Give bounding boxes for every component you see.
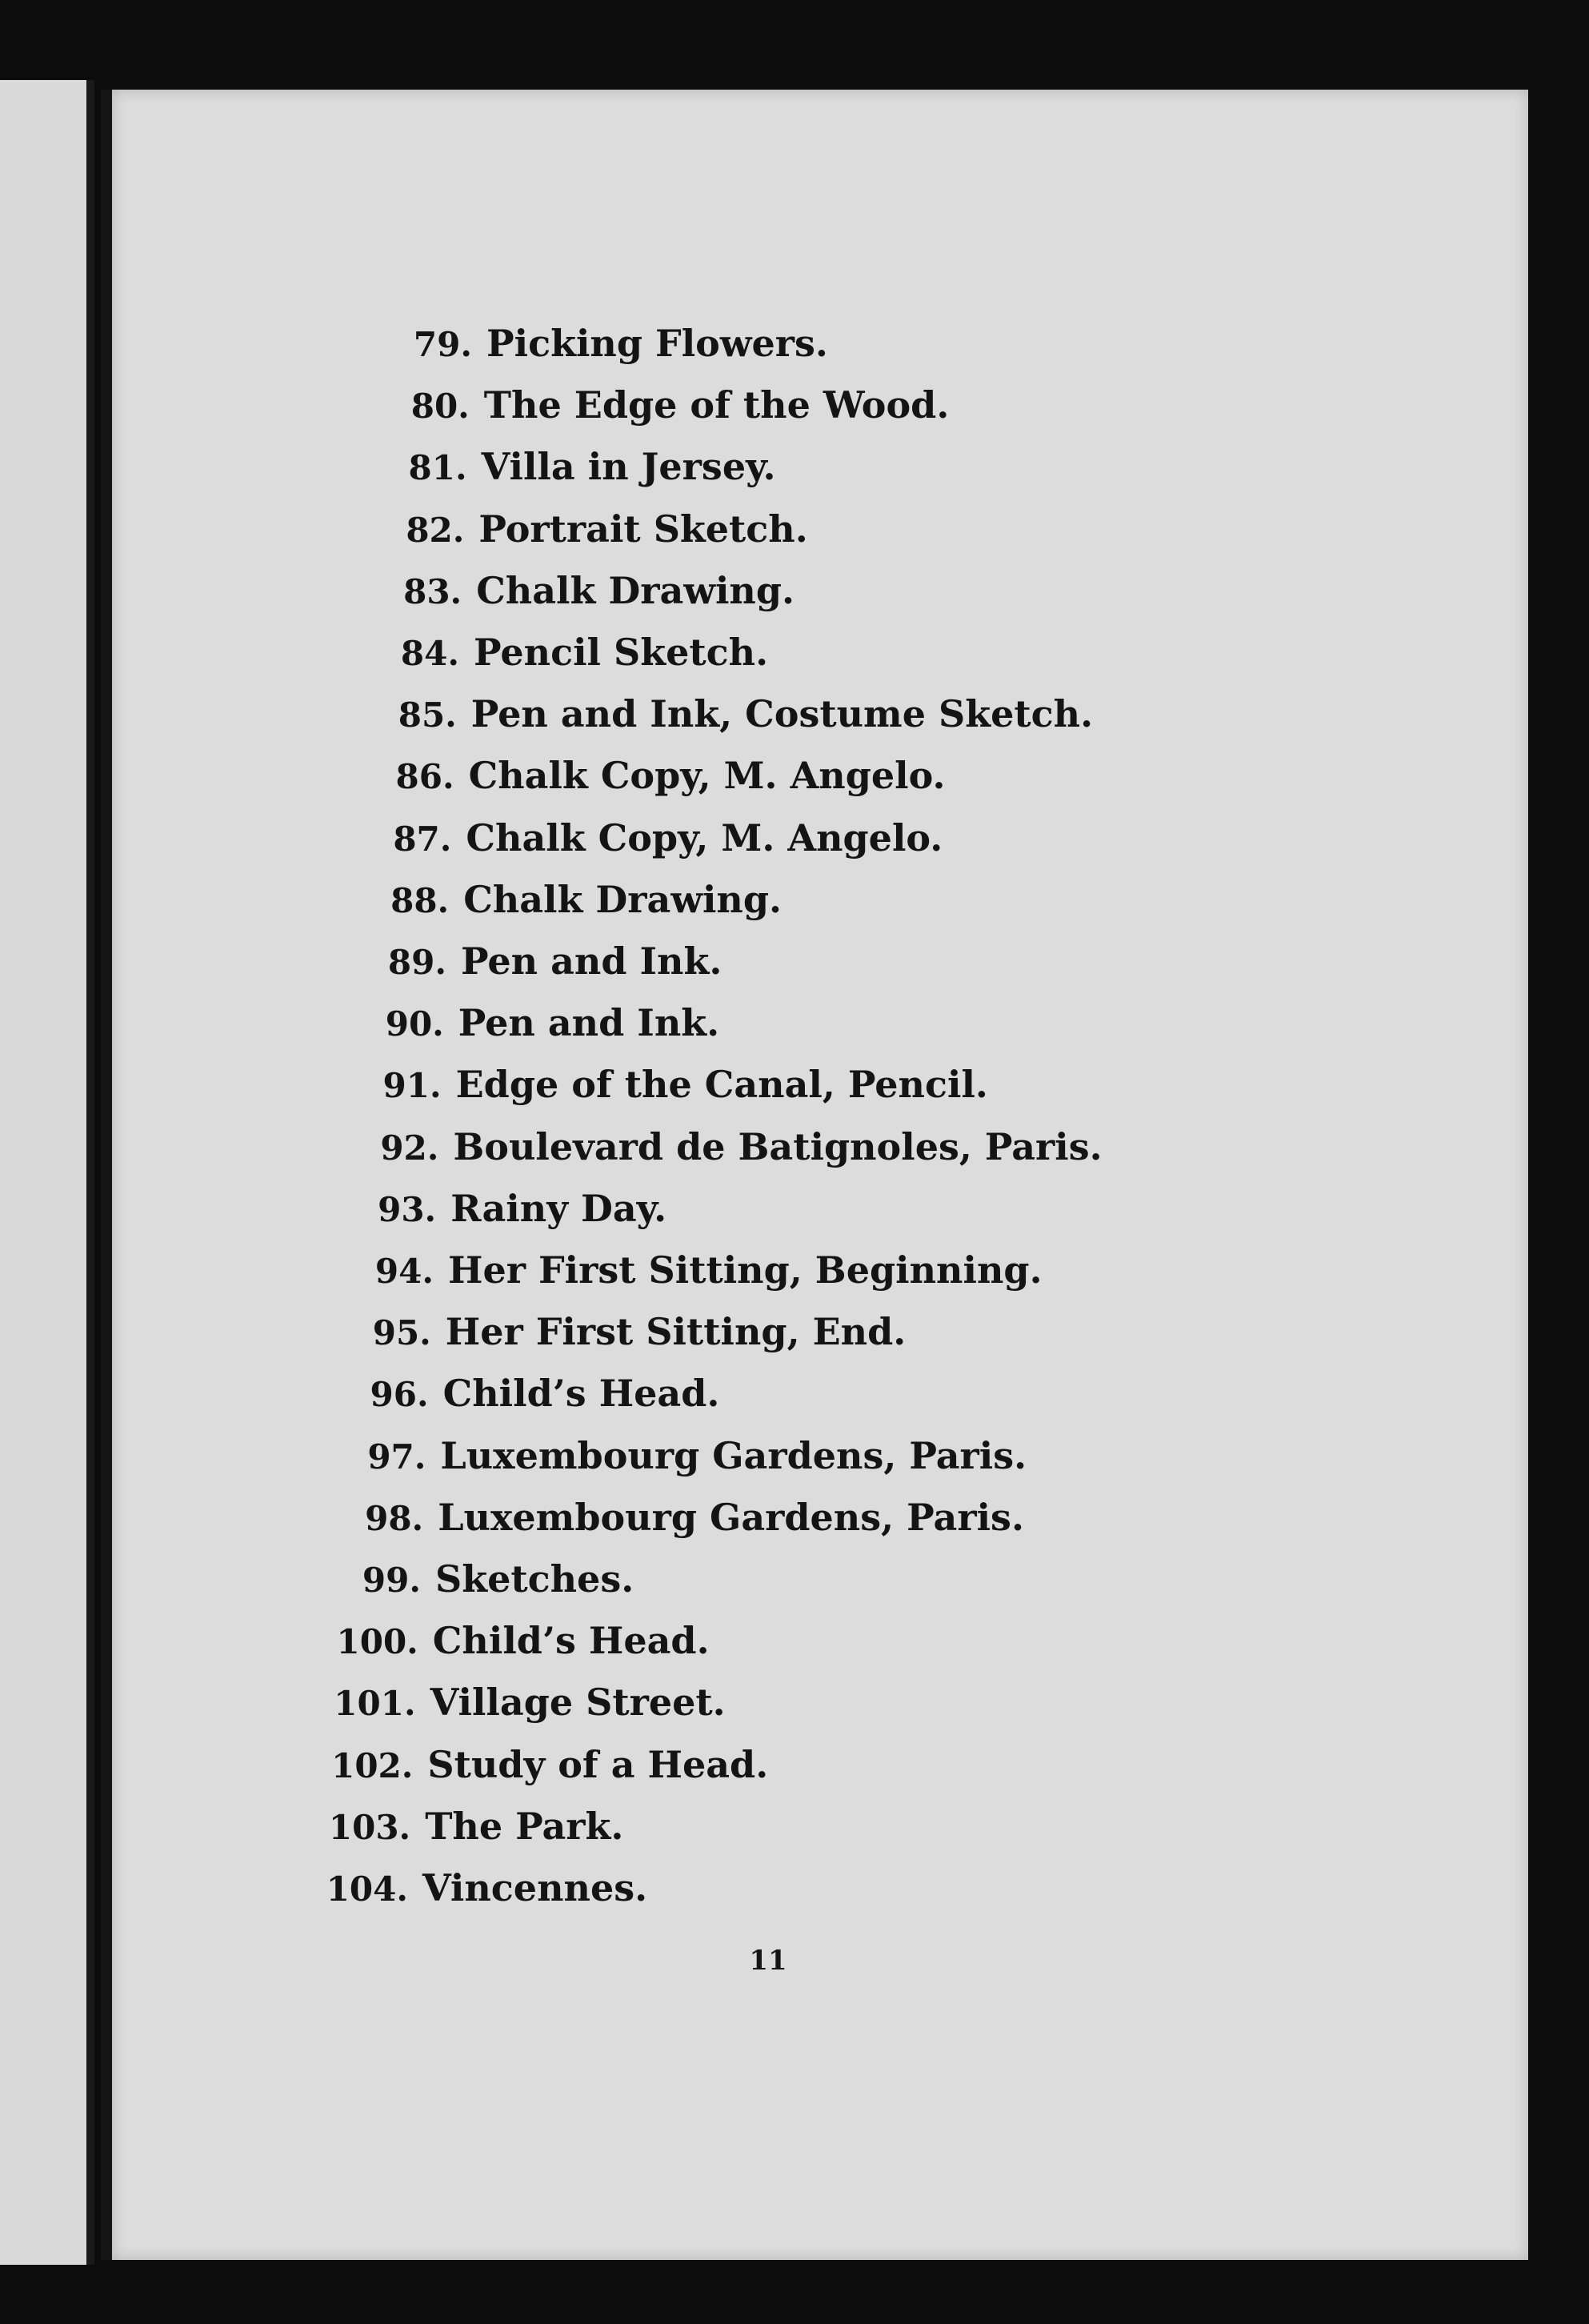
item-number: 96. (370, 1375, 429, 1415)
list-item (317, 1743, 768, 1786)
list-item (314, 1805, 623, 1848)
item-number: 86. (395, 757, 454, 797)
list-item (363, 631, 768, 674)
item-number: 82. (406, 510, 465, 550)
item-title: Luxembourg Gardens, Paris. (440, 1433, 1027, 1477)
list-item (348, 1001, 719, 1044)
item-number: 104. (326, 1869, 408, 1909)
list-item (366, 569, 794, 612)
item-title: Pencil Sketch. (474, 631, 769, 674)
list-item (330, 1434, 1027, 1477)
item-number: 85. (398, 695, 457, 735)
item-number: 103. (328, 1807, 411, 1847)
item-title: Village Street. (430, 1681, 726, 1725)
item-number: 98. (365, 1498, 424, 1538)
list-item (374, 383, 950, 427)
item-number: 84. (400, 634, 459, 673)
item-number: 101. (334, 1684, 416, 1724)
item-title: Luxembourg Gardens, Paris. (438, 1495, 1024, 1539)
list-item (327, 1496, 1024, 1539)
item-number: 97. (367, 1436, 426, 1477)
item-title: Chalk Drawing. (463, 877, 782, 921)
item-title: Boulevard de Batignoles, Paris. (453, 1124, 1103, 1168)
list-item (325, 1557, 634, 1601)
item-title: Chalk Copy, M. Angelo. (466, 815, 943, 859)
item-title: Her First Sitting, Beginning. (448, 1248, 1043, 1292)
item-title: Chalk Copy, M. Angelo. (468, 754, 946, 798)
item-title: Pen and Ink. (461, 940, 722, 983)
item-number: 83. (403, 571, 462, 611)
item-number: 95. (372, 1313, 431, 1353)
item-title: Child’s Head. (442, 1372, 720, 1416)
item-title: Villa in Jersey. (481, 445, 776, 489)
item-number: 93. (378, 1189, 437, 1229)
item-number: 81. (408, 448, 467, 488)
list-item (371, 445, 776, 488)
item-title: Child’s Head. (432, 1619, 710, 1663)
item-title: The Edge of the Wood. (483, 383, 950, 427)
item-title: Chalk Drawing. (476, 568, 795, 612)
list-item (350, 940, 722, 983)
page-number: 11 (749, 1945, 787, 1977)
list-item (333, 1372, 720, 1415)
item-title: Edge of the Canal, Pencil. (455, 1063, 988, 1107)
item-title: Pen and Ink. (458, 1001, 720, 1045)
item-title: Pen and Ink, Costume Sketch. (470, 692, 1094, 736)
list-item (355, 816, 943, 859)
list-item (376, 322, 828, 365)
list-item (312, 1866, 647, 1909)
list-item (320, 1681, 726, 1724)
item-title: Study of a Head. (427, 1742, 769, 1786)
list-item (340, 1187, 666, 1230)
item-title: Her First Sitting, End. (445, 1310, 907, 1354)
item-number: 79. (413, 325, 472, 364)
right-page (112, 90, 1528, 2260)
list-item (322, 1619, 710, 1662)
item-number: 89. (387, 943, 446, 982)
list-item (346, 1063, 988, 1106)
list-item (368, 507, 807, 551)
item-title: The Park. (425, 1804, 624, 1848)
item-number: 94. (374, 1252, 434, 1291)
item-title: Rainy Day. (450, 1186, 667, 1230)
item-number: 92. (380, 1128, 439, 1168)
list-item (353, 878, 782, 921)
item-number: 91. (382, 1066, 442, 1106)
item-title: Vincennes. (422, 1866, 648, 1909)
item-number: 88. (390, 880, 450, 920)
list-item (361, 692, 1093, 735)
item-number: 99. (362, 1561, 421, 1600)
left-page-edge (0, 80, 94, 2265)
list-item (342, 1125, 1102, 1168)
item-number: 87. (393, 819, 452, 859)
list-item (338, 1248, 1043, 1292)
item-number: 90. (385, 1004, 444, 1044)
catalogue-list (112, 90, 1528, 2260)
list-item (335, 1310, 907, 1353)
item-title: Sketches. (435, 1557, 634, 1601)
item-number: 100. (336, 1622, 418, 1662)
item-title: Picking Flowers. (486, 322, 828, 365)
item-number: 102. (331, 1745, 414, 1785)
list-item (358, 754, 946, 797)
book-spine (101, 90, 112, 2260)
item-title: Portrait Sketch. (478, 507, 808, 551)
item-number: 80. (410, 387, 470, 427)
